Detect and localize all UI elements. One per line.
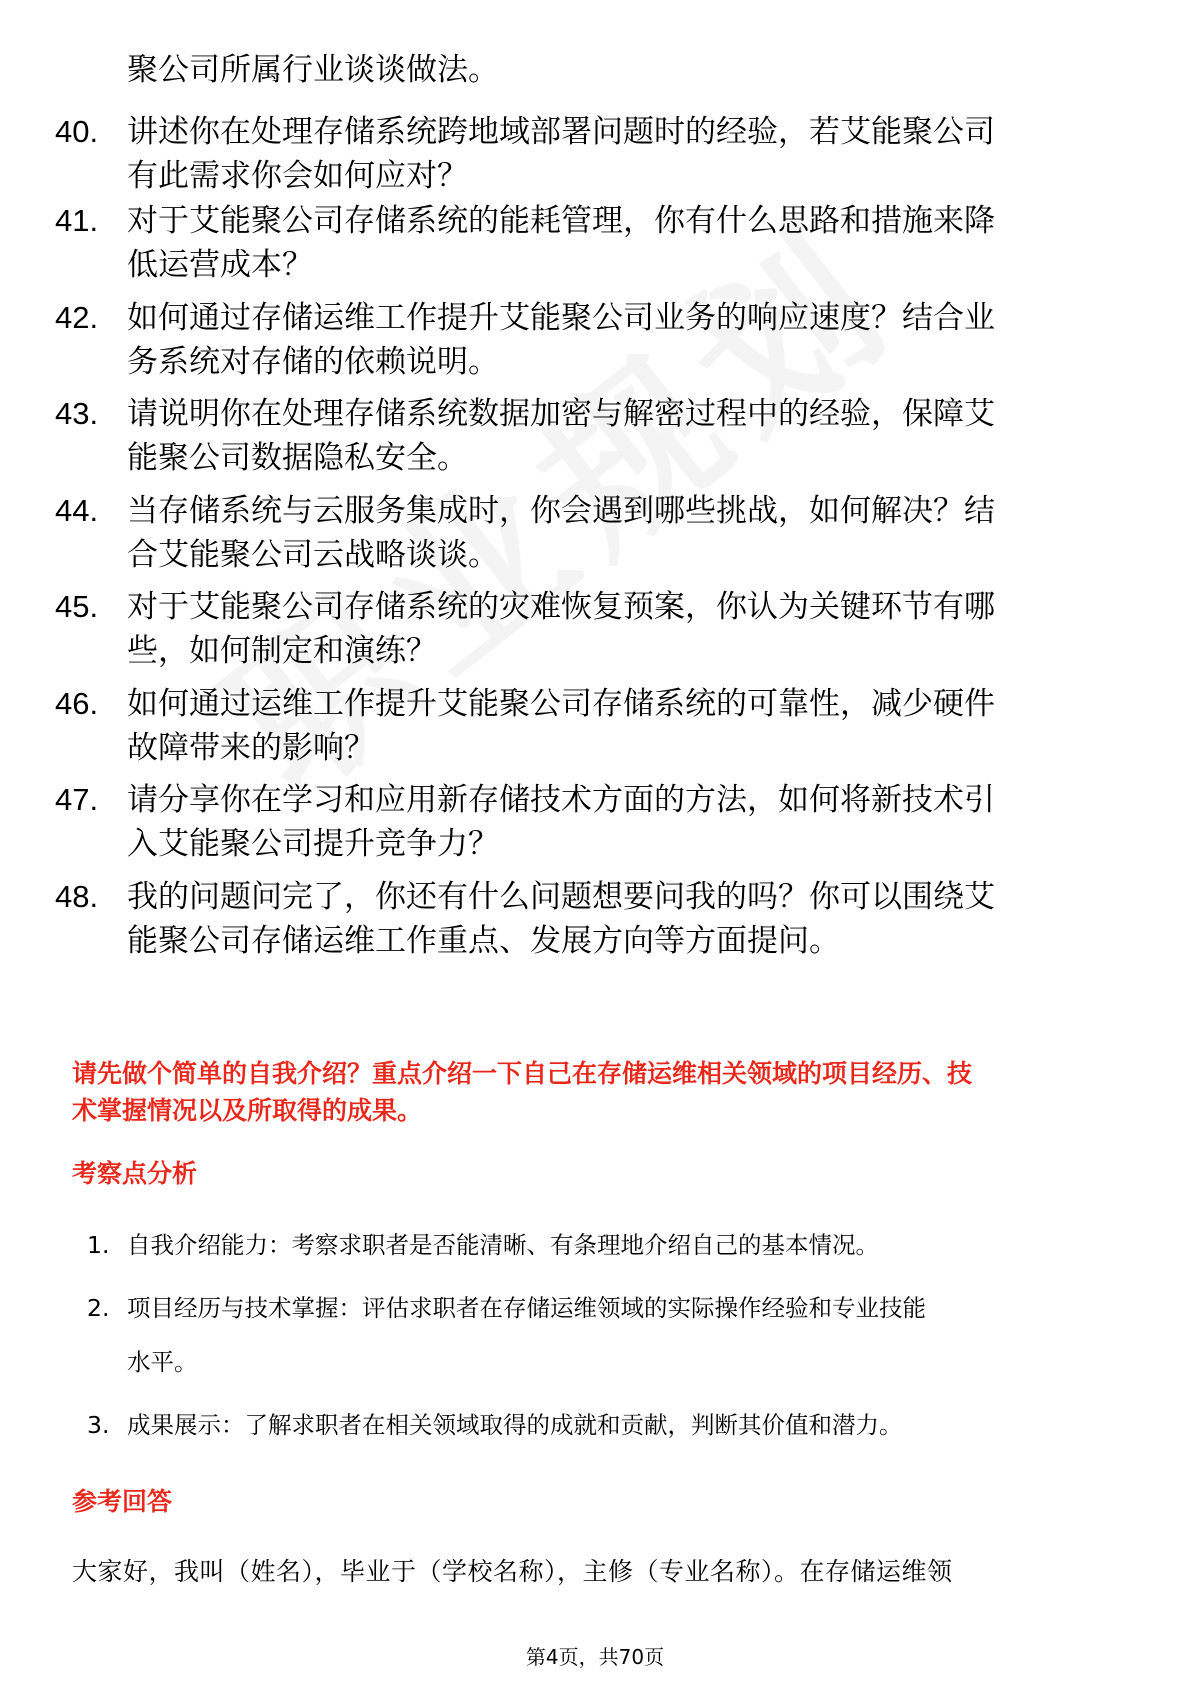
question-text: 请分享你在学习和应用新存储技术方面的方法，如何将新技术引 入艾能聚公司提升竞争力？	[127, 782, 995, 862]
point-text: 自我介绍能力：考察求职者是否能清晰、有条理地介绍自己的基本情况。	[127, 1231, 879, 1259]
question-number: 48.	[55, 879, 99, 914]
question-text: 我的问题问完了，你还有什么问题想要问我的吗？你可以围绕艾 能聚公司存储运维工作重点、发展方向等方面提问。	[127, 879, 995, 959]
point-number: 2.	[87, 1294, 110, 1322]
question-continuation: 聚公司所属行业谈谈做法。	[127, 52, 499, 88]
point-number: 3.	[87, 1411, 110, 1439]
question-number: 45.	[55, 589, 99, 624]
point-text: 项目经历与技术掌握：评估求职者在存储运维领域的实际操作经验和专业技能 水平。	[127, 1294, 926, 1376]
question-number: 44.	[55, 493, 99, 528]
question-number: 47.	[55, 782, 99, 817]
question-number: 42.	[55, 300, 99, 335]
point-number: 1.	[87, 1231, 110, 1259]
question-number: 43.	[55, 396, 99, 431]
question-text: 如何通过存储运维工作提升艾能聚公司业务的响应速度？结合业 务系统对存储的依赖说明。	[127, 300, 995, 380]
question-text: 对于艾能聚公司存储系统的灾难恢复预案，你认为关键环节有哪 些，如何制定和演练？	[127, 589, 995, 669]
question-number: 46.	[55, 686, 99, 721]
page-footer: 第4页，共70页	[525, 1645, 665, 1669]
reference-answer-text: 大家好，我叫（姓名），毕业于（学校名称），主修（专业名称）。在存储运维领	[72, 1557, 953, 1586]
question-text: 当存储系统与云服务集成时，你会遇到哪些挑战，如何解决？结 合艾能聚公司云战略谈谈。	[127, 493, 995, 573]
intro-question-heading: 请先做个简单的自我介绍？重点介绍一下自己在存储运维相关领域的项目经历、技 术掌握情况以及所取得的成果。	[72, 1059, 973, 1125]
question-number: 40.	[55, 114, 99, 149]
question-number: 41.	[55, 203, 99, 238]
question-text: 请说明你在处理存储系统数据加密与解密过程中的经验，保障艾 能聚公司数据隐私安全。	[127, 396, 995, 476]
question-text: 讲述你在处理存储系统跨地域部署问题时的经验，若艾能聚公司 有此需求你会如何应对？	[127, 114, 995, 194]
reference-title: 参考回答	[72, 1487, 173, 1516]
question-text: 如何通过运维工作提升艾能聚公司存储系统的可靠性，减少硬件 故障带来的影响？	[127, 686, 995, 766]
analysis-title: 考察点分析	[72, 1159, 198, 1188]
question-text: 对于艾能聚公司存储系统的能耗管理，你有什么思路和措施来降 低运营成本？	[127, 203, 995, 283]
point-text: 成果展示：了解求职者在相关领域取得的成就和贡献，判断其价值和潜力。	[127, 1411, 903, 1439]
